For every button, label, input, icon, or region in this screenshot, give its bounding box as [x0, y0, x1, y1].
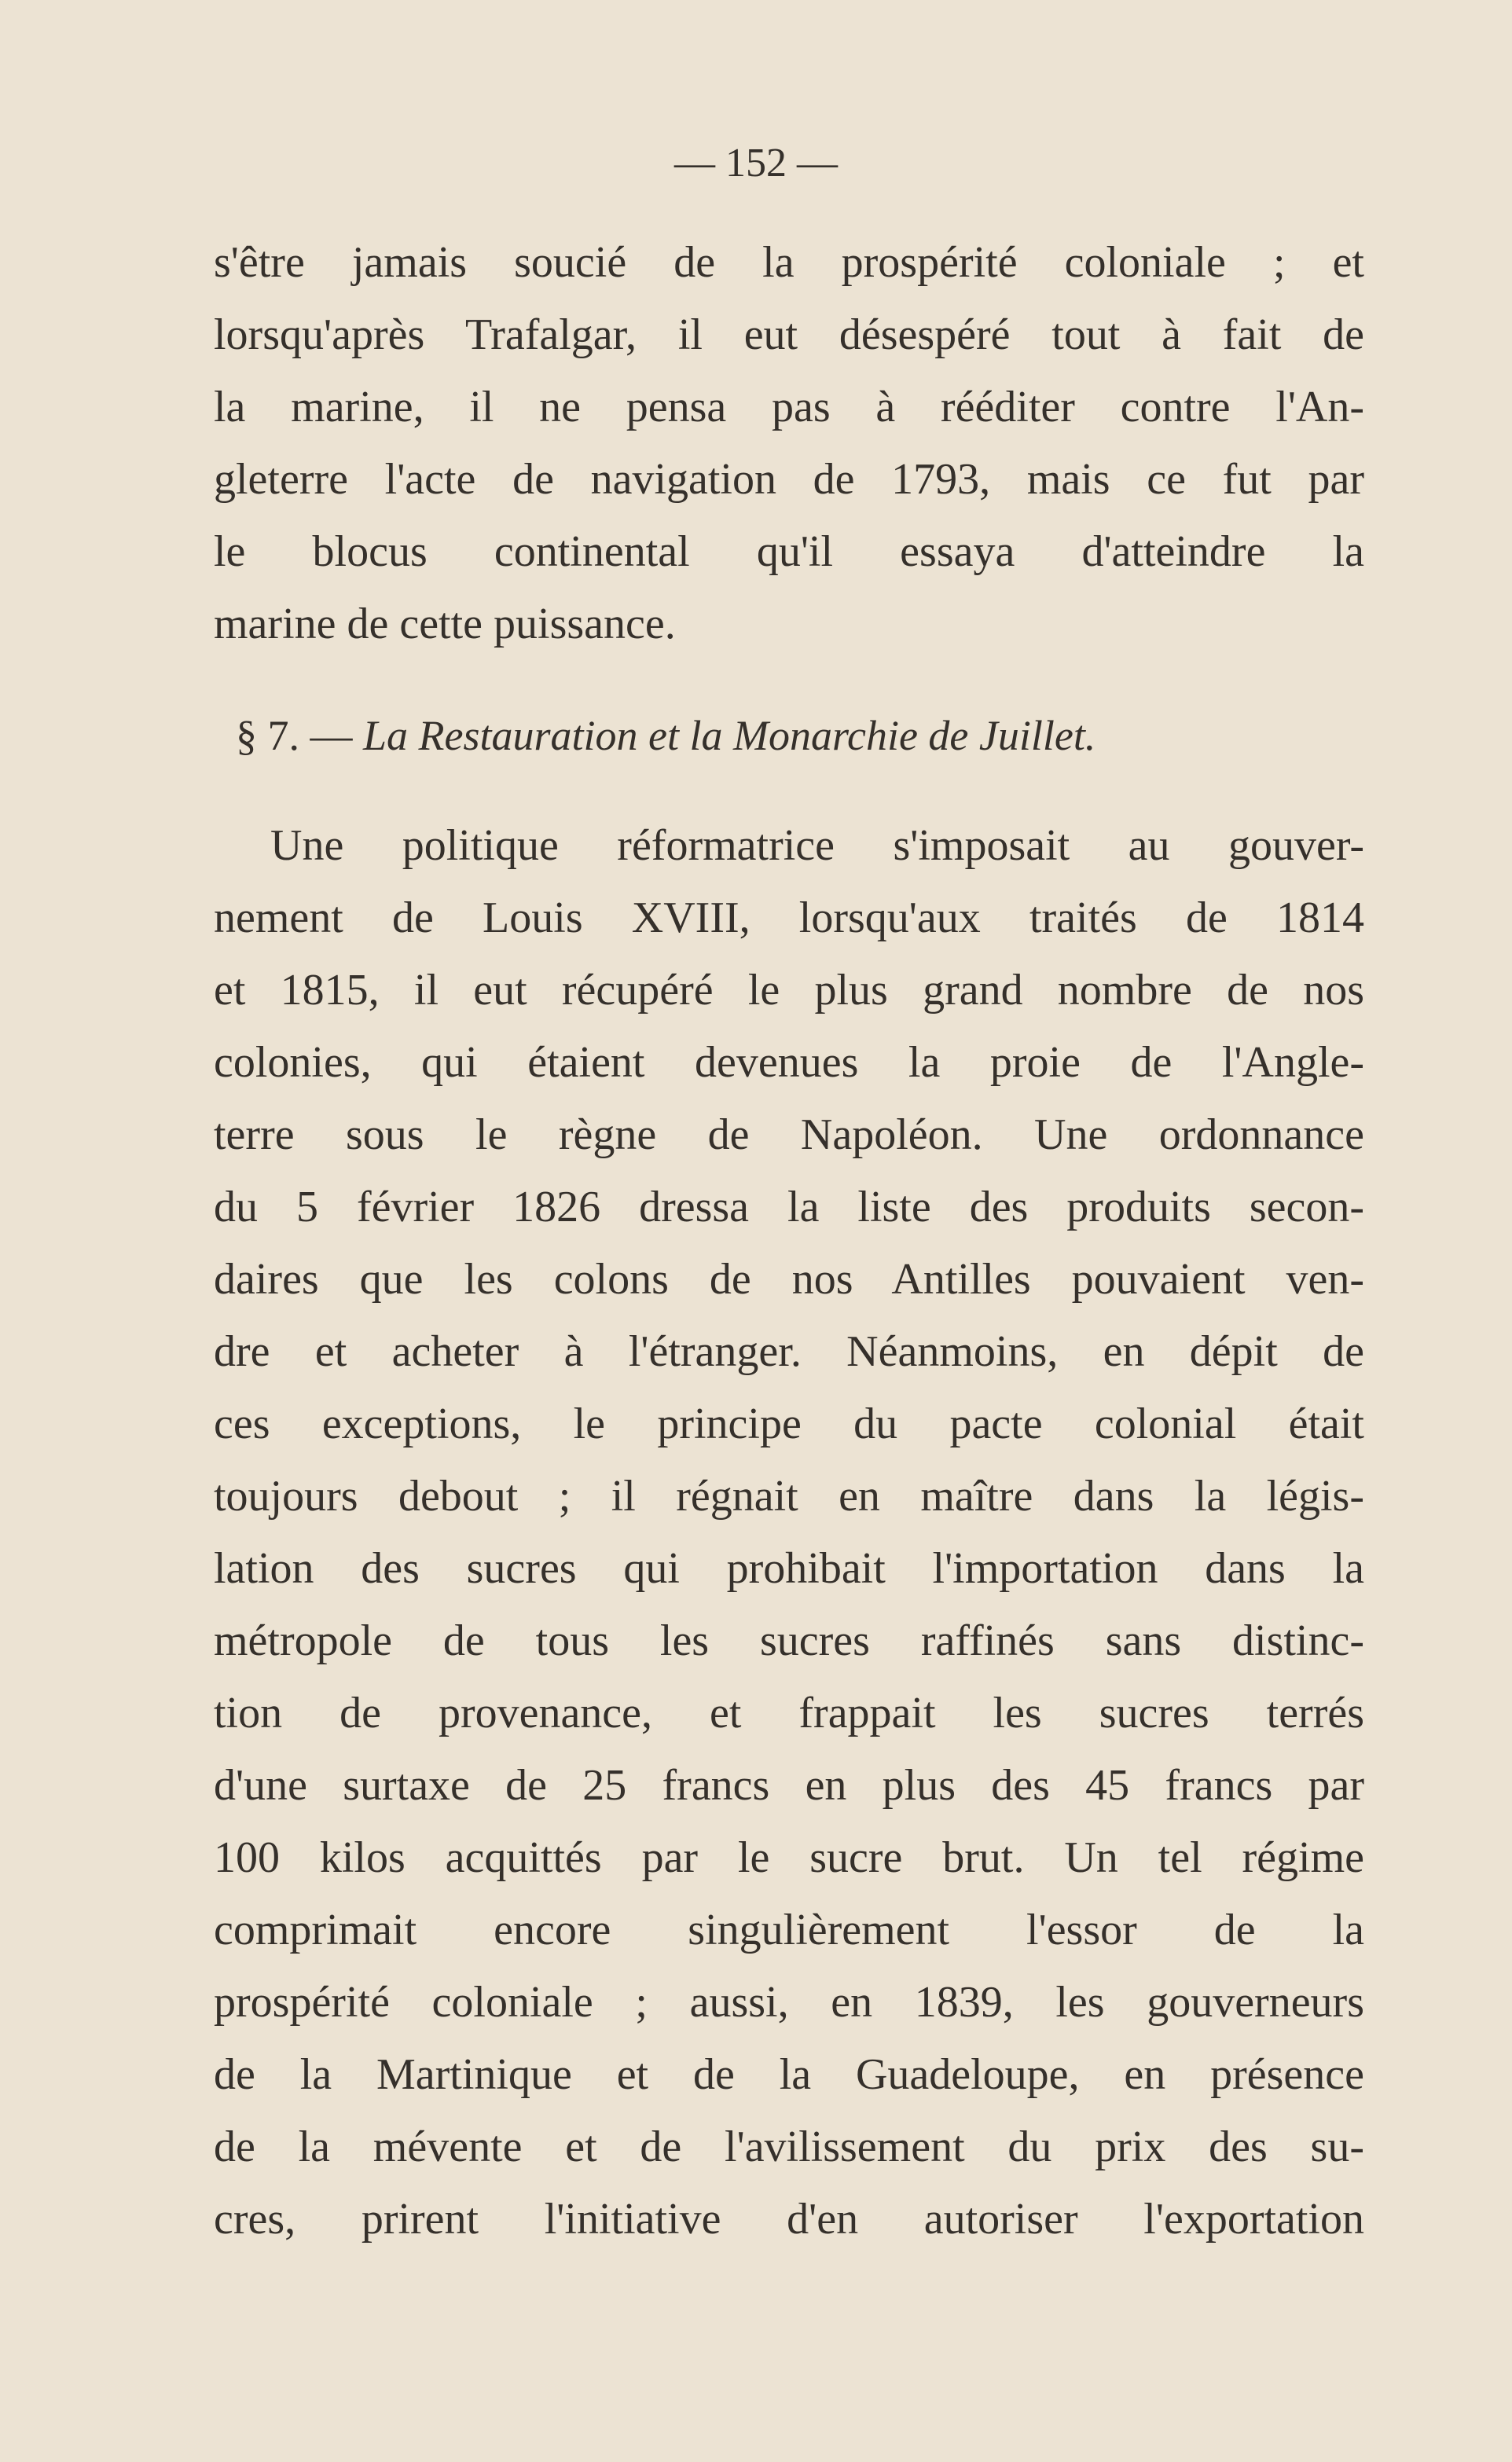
text-line: nement de Louis XVIII, lorsqu'aux traités de 1814	[214, 893, 1364, 942]
text-line: tion de provenance, et frappait les sucres terrés	[214, 1689, 1364, 1737]
text-line: dre et acheter à l'étranger. Néanmoins, en dépit de	[214, 1327, 1364, 1376]
text-line: prospérité coloniale ; aussi, en 1839, les gouverneurs	[214, 1978, 1364, 2027]
text-line: ces exceptions, le principe du pacte colonial était	[214, 1400, 1364, 1448]
text-line: métropole de tous les sucres raffinés sans distinc-	[214, 1616, 1364, 1665]
text-line: et 1815, il eut récupéré le plus grand nombre de nos	[214, 966, 1364, 1015]
text-line: du 5 février 1826 dressa la liste des produits secon-	[214, 1183, 1364, 1231]
text-line: lation des sucres qui prohibait l'importation dans la	[214, 1544, 1364, 1593]
text-line: 100 kilos acquittés par le sucre brut. Un tel régime	[214, 1833, 1364, 1882]
text-line: Une politique réformatrice s'imposait au gouver-	[270, 821, 1364, 870]
text-line: s'être jamais soucié de la prospérité coloniale ; et	[214, 238, 1364, 287]
text-line: terre sous le règne de Napoléon. Une ordonnance	[214, 1110, 1364, 1159]
text-line: toujours debout ; il régnait en maître dans la légis-	[214, 1472, 1364, 1521]
section-heading	[236, 699, 1095, 772]
text-line: de la mévente et de l'avilissement du prix des su-	[214, 2123, 1364, 2171]
text-line: comprimait encore singulièrement l'essor de la	[214, 1906, 1364, 1954]
paragraph-1	[214, 226, 1364, 660]
text-line: gleterre l'acte de navigation de 1793, mais ce fut par	[214, 455, 1364, 504]
text-line: daires que les colons de nos Antilles pouvaient ven-	[214, 1255, 1364, 1304]
page-number: — 152 —	[674, 141, 838, 185]
text-line: le blocus continental qu'il essaya d'atteindre la	[214, 527, 1364, 576]
text-line: colonies, qui étaient devenues la proie de l'Angle-	[214, 1038, 1364, 1087]
section-title: La Restauration et la Monarchie de Juillet.	[363, 712, 1096, 759]
text-line: marine de cette puissance.	[214, 600, 676, 648]
text-line: d'une surtaxe de 25 francs en plus des 45 francs par	[214, 1761, 1364, 1810]
paragraph-2	[214, 809, 1364, 2255]
text-line: lorsqu'après Trafalgar, il eut désespéré tout à fait de	[214, 310, 1364, 359]
text-line: la marine, il ne pensa pas à rééditer contre l'An-	[214, 383, 1364, 431]
text-line: de la Martinique et de la Guadeloupe, en présence	[214, 2050, 1364, 2099]
section-number: § 7. —	[236, 712, 363, 759]
text-line: cres, prirent l'initiative d'en autoriser l'exportation	[214, 2195, 1364, 2244]
